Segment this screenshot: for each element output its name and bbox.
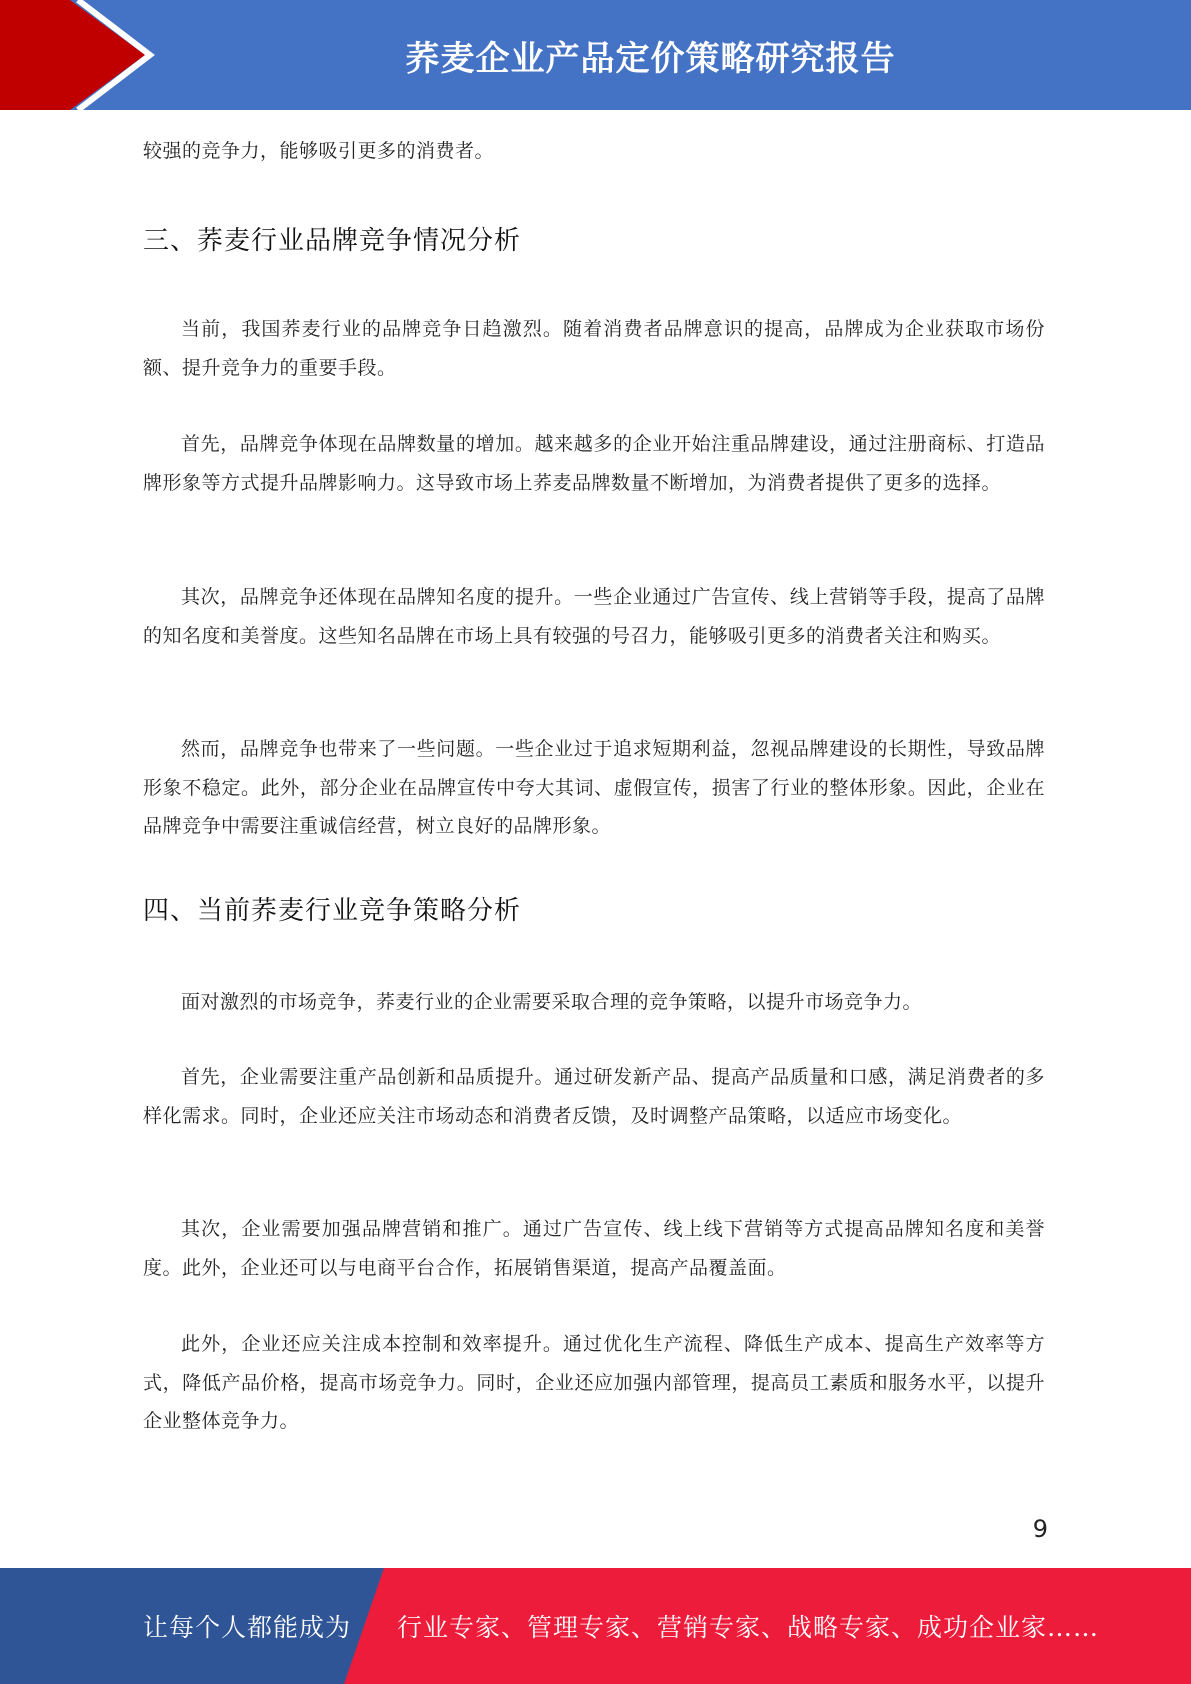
section-4-paragraph: 面对激烈的市场竞争，荞麦行业的企业需要采取合理的竞争策略，以提升市场竞争力。 bbox=[181, 991, 923, 1013]
footer-slogan-right: 行业专家、管理专家、营销专家、战略专家、成功企业家…… bbox=[397, 1613, 1100, 1642]
section-4-heading: 四、当前荞麦行业竞争策略分析 bbox=[143, 896, 522, 926]
section-4-paragraph: 首先，企业需要注重产品创新和品质提升。通过研发新产品、提高产品质量和口感，满足消费者的多样化需求。同时，企业还应关注市场动态和消费者反馈，及时调整产品策略，以适应市场变化。 bbox=[143, 1066, 1045, 1127]
intro-fragment: 较强的竞争力，能够吸引更多的消费者。 bbox=[143, 140, 495, 162]
report-title: 荞麦企业产品定价策略研究报告 bbox=[405, 38, 896, 79]
section-4-paragraph: 其次，企业需要加强品牌营销和推广。通过广告宣传、线上线下营销等方式提高品牌知名度和美誉度。此外，企业还可以与电商平台合作，拓展销售渠道，提高产品覆盖面。 bbox=[143, 1218, 1045, 1279]
section-3-paragraph: 其次，品牌竞争还体现在品牌知名度的提升。一些企业通过广告宣传、线上营销等手段，提高了品牌的知名度和美誉度。这些知名品牌在市场上具有较强的号召力，能够吸引更多的消费者关注和购买。 bbox=[143, 586, 1045, 647]
section-3-paragraph: 然而，品牌竞争也带来了一些问题。一些企业过于追求短期利益，忽视品牌建设的长期性，导致品牌形象不稳定。此外，部分企业在品牌宣传中夸大其词、虚假宣传，损害了行业的整体形象。因此，企业在品牌竞争中需要注重诚信经营，树立良好的品牌形象。 bbox=[143, 738, 1045, 837]
section-4-paragraph: 此外，企业还应关注成本控制和效率提升。通过优化生产流程、降低生产成本、提高生产效率等方式，降低产品价格，提高市场竞争力。同时，企业还应加强内部管理，提高员工素质和服务水平，以提升企业整体竞争力。 bbox=[143, 1333, 1045, 1432]
header-banner bbox=[0, 0, 1191, 110]
section-3-heading: 三、荞麦行业品牌竞争情况分析 bbox=[143, 226, 522, 256]
section-3-paragraph: 首先，品牌竞争体现在品牌数量的增加。越来越多的企业开始注重品牌建设，通过注册商标、打造品牌形象等方式提升品牌影响力。这导致市场上荞麦品牌数量不断增加，为消费者提供了更多的选择。 bbox=[143, 433, 1045, 494]
page-number: 9 bbox=[1032, 1515, 1048, 1543]
footer-slogan-left: 让每个人都能成为 bbox=[143, 1613, 352, 1642]
footer-banner bbox=[0, 1568, 1191, 1684]
section-3-paragraph: 当前，我国荞麦行业的品牌竞争日趋激烈。随着消费者品牌意识的提高，品牌成为企业获取市场份额、提升竞争力的重要手段。 bbox=[143, 318, 1045, 379]
